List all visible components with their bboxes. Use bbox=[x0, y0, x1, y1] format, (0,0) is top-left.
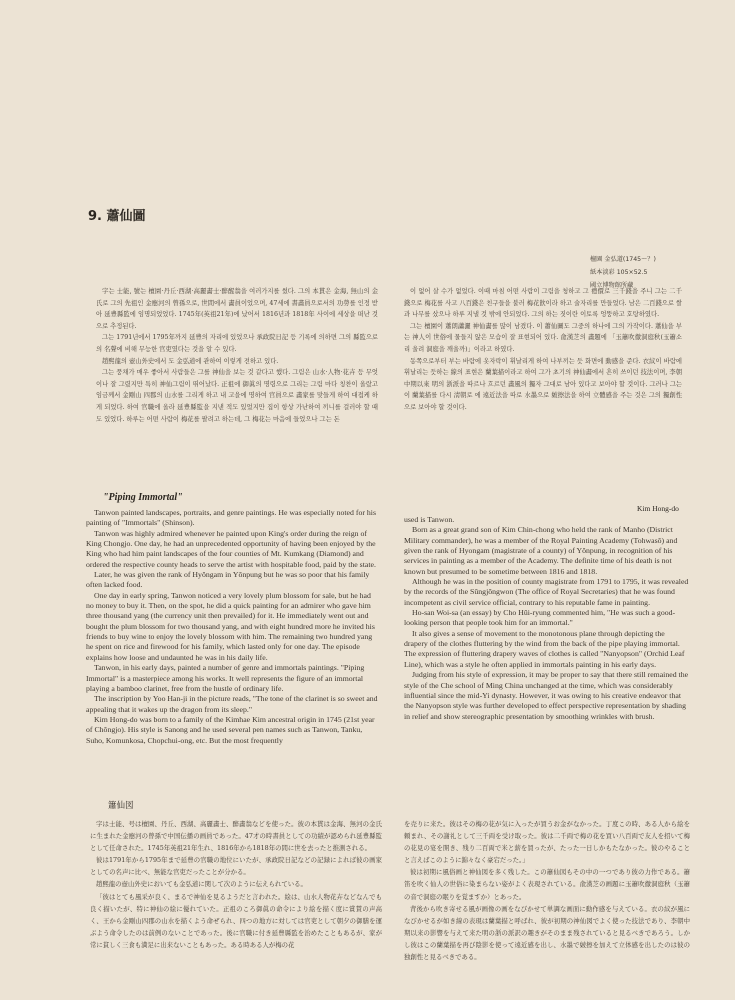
paragraph: Later, he was given the rank of Hyŏngam in Yŏnpung but he was so poor that his family often lacked food. bbox=[86, 570, 370, 590]
english-artist-name: Kim Hong-do bbox=[637, 504, 679, 513]
paragraph: Although he was in the position of county magistrate from 1791 to 1795, it was revealed by the records of the Sŭngjŏngwon (The office of Royal Secretaries) that he was found incompetent as civil service official, contrary to his reputable fame in painting. bbox=[404, 577, 689, 607]
paragraph: 趙熙龍の壺山外史においても金弘道に関して次のように伝えられている。 bbox=[96, 880, 307, 889]
paragraph: 字는 士能, 號는 檀園·丹丘·西湖·高麗畵士·醉醒翁을 여러가지를 썼다. 그의 本貫은 金海, 無山의 金氏로 그의 先祖인 金應河의 曾孫으로, 世間에서 畵員이었으며, 47세에 書畵員으로서의 功勞를 인정 받아 延豊縣監에 임명되었었다. 1745年(英祖21年)에 났어서 1816년과 1818年 사이에 세상을 떠난 것으로 추정된다. bbox=[96, 288, 378, 330]
english-text-left bbox=[86, 508, 378, 794]
paragraph: 背後から吹き寄せる風が画像の画をなびかせて単調な画面に動作感を与えている。衣の紋が風になびかせるが如き線の表現は蘭葉描と呼ばれ、彼が初期の神仙図でよく使った技法であり、李朝中期以来の影響を与えて来た明の浙の派訳の趣きがそのまま残されていると見るべきであろう。しかし彼はこの蘭葉描を再び陰影を使って遠近感を出し、水墨で皴擦を加えて立体感を出したのは彼の独創性と見るべきである。 bbox=[404, 904, 690, 962]
korean-text-right bbox=[404, 286, 682, 476]
paragraph: 趙熙龍의 壺山外史에서 도 金弘道에 관하여 이렇게 전하고 있다. bbox=[102, 357, 279, 365]
japanese-text-right bbox=[404, 818, 690, 968]
paragraph: It also gives a sense of movement to the monotonous plane through depicting the drapery of the clothes fluttering by the wind from the back of the pipe playing immortal. The expression of fluttering drapery waves of clothes is called "Nanyopson" (Orchid Leaf Line), which was a style he often applied in immortals painting in his early days. bbox=[404, 628, 685, 669]
paragraph: The inscription by Yoo Han-ji in the picture reads, "The tone of the clarinet is so sweet and appealing that it wakes up the dragon from its sleep." bbox=[86, 694, 378, 714]
meta-medium: 紙本淡彩 105×52.5 bbox=[590, 268, 648, 276]
paragraph: 이 없어 살 수가 없었다. 이때 마침 어떤 사람이 그림을 청하고 그 禮價로 三千錢을 주니 그는 二千錢으로 梅花를 사고 八百錢은 친구들을 불러 梅花飮이라 하고 술자리를 만들었다. 남은 二百錢으로 쌀과 나무를 샀으나 하루 지낼 것 밖에 안되었다. 그의 하는 짓이란 이토록 엉뚱하고 호탕하였다. bbox=[404, 288, 682, 319]
meta-collection: 國立博物館所藏 bbox=[590, 281, 634, 289]
paragraph: 「彼はとても風采が良く、まるで神仙を見るようだと言われた。絵は、山水人物花卉などなんでも良く描いたが、特に神仙の絵に優れていた。正祖のころ御眞の命令により絵を描く度に賞賛の声高く、王から金剛山四郡の山水を描くよう命ぜられ、四つの地方に対しては官吏として朝夕の御膳を運ぶよう命令したのは前例のないことであった。後に官職に付き延豊縣監を治めたこともあるが、家が常に貧しく三食も満足に出来ないこともあった。ある時ある人が梅の花 bbox=[90, 892, 382, 949]
paragraph: 그는 1791년에서 1795年까지 延豊의 자리에 있었으나 承政院日記 등 기록에 의하면 그의 縣監으로의 名聲에 비해 무능한 官吏였다는 것을 알 수 있다. bbox=[96, 334, 378, 353]
paragraph: 字は士能、号は檀園、丹丘、西湖、高麗畵士、醉畵翁などを使った。彼の本貫は金海、無河の金氏に生まれた金應河の曾孫で中国伝播の画員であった。47才の時書員としての功績が認められ延豊縣監として任命された。1745年英祖21年生れ、1816年から1818年の間に世を去ったと推測される。 bbox=[90, 820, 382, 853]
paragraph: 그는 檀園이 蕭朗瀟灑 神仙畵를 많이 남겼다. 이 蕭仙圖도 그중의 하나에 그의 가작이다. 蕭仙을 부는 神人이 世俗에 물들지 않은 모습이 잘 표현되어 있다. 兪漢芝의 畵題에 「玉簫吹徹洞庭秋(玉簫소리 울려 洞庭을 깨울까)」이라고 하였다. bbox=[404, 322, 682, 353]
paragraph: Kim Hong-do was born to a family of the Kimhae Kim ancestral origin in 1745 (21st year of Chŏngjo). His style is Sanong and he used several pen names such as Tanwon, Tanku, Suho, Komunkosa, Chopchui-ong, etc. But the most frequently bbox=[86, 714, 375, 745]
korean-text-left bbox=[96, 286, 378, 476]
paragraph: 동쪽으로부터 부는 바람에 옷자락이 휘날리게 하여 나부끼는 듯 화면에 動感을 준다. 衣紋이 바람에 휘날리는 듯하는 線의 표현은 蘭葉描이라고 하여 그가 초기의 神仙畵에서 흔히 쓰이던 技法이며, 李朝中期以來 明의 浙派을 따르나 흐르던 畵風의 獨자 그대로 남아 있다고 보아야 할 것이다. 그러나 그는 이 蘭葉描를 다시 淸朝로 에 遠近法을 따로 水墨으로 皴擦法을 하여 立體感을 주는 것은 그의 獨創性으로 보아야 할 것이다. bbox=[404, 357, 682, 411]
paragraph: used is Tanwon. bbox=[404, 515, 455, 524]
paragraph: Tanwon painted landscapes, portraits, and genre paintings. He was especially noted for his painting of "Immortals" (Shinson). bbox=[86, 508, 377, 528]
japanese-title: 簫仙図 bbox=[108, 801, 134, 811]
paragraph: Tanwon was highly admired whenever he painted upon King's order during the reign of King Chongjo. One day, he had an unprecedented opportunity of having been enjoyed by the King who had him paint landscapes of the four counties of Mt. Kumkang (Diamond) and ordered the respective county heads to serve the artist with hospitable food, paid by the state. bbox=[86, 528, 376, 569]
paragraph: 彼は1791年から1795年まで延豊の官職の地位にいたが、承政院日記などの記録によれば彼の画家としての名声に比べ、無能な官吏だったことが分かる。 bbox=[90, 856, 382, 877]
paragraph: One day in early spring, Tanwon noticed a very lovely plum blossom for sale, but he had no money to buy it. Then, on the spot, he did a quick painting for an admirer who gave him three thousand yang (the currency unit then prevailed) for it. He immediately went out and bought the plum blossom for two thousand yang, and with eight hundred more he invited his friends to buy wine to enjoy the lovely blossom with him. The remaining two hundred yang he spent on rice and firewood for his family, which lasted only for one day. The episode explains how loose and undaunted he was in his daily life. bbox=[86, 590, 375, 662]
english-text-right bbox=[404, 515, 690, 813]
paragraph: Tanwon, in his early days, painted a number of genre and immortals paintings. "Piping Immortal" is a masterpiece among his works. It well represents the figure of an immortal playing a bamboo clarinet, free from the hustle of ordinary life. bbox=[86, 663, 365, 693]
paragraph: を売りに来た。彼はその梅の花が気に入ったが買うお金がなかった。丁度この時、ある人から絵を頼まれ、その謝礼として三千両を受け取った。彼は二千両で梅の花を買い八百両で友人を招いて梅の花見の宴を開き、残り二百両で米と薪を買ったが、たった一日しかもたなかった。彼のやることと言えばこのように錦々なく豪宕だった。」 bbox=[404, 820, 690, 865]
english-title: "Piping Immortal" bbox=[103, 492, 183, 503]
japanese-text-left bbox=[90, 818, 382, 980]
meta-artist: 檀園 金弘道(1745～？) bbox=[590, 256, 656, 263]
paragraph: Judging from his style of expression, it may be proper to say that there still remained the style of the Che school of Ming China unchanged at the time, which was considerably influential since the mid-Yi dynasty. However, it was owing to his creative endeavor that the Nanyopson style was further developed to effect perspective representation by shading in relief and show stereographic presentation by smoothing wrinkles with brush. bbox=[404, 670, 689, 721]
paragraph: 그는 풍채가 매우 좋아서 사람들은 그를 神仙을 보는 것 같다고 했다. 그림은 山水·人物·花卉 등 무엇이나 잘 그렸지만 특히 神仙그림이 뛰어났다. 正祖에 御眞의 명령으로 그리는 그림 마다 칭찬이 올랐고 임금께서 金剛山 四郡의 山水를 그리게 하고 내 고을에 명하여 官員으로 畵家를 맞들게 하여 대접케 하게 되었다. 하여 官職에 올라 延豊縣監을 지낸 적도 있었지만 집이 항상 가난하여 끼니를 걸러야 할 때도 있었다. 하루는 어떤 사람이 梅花를 팔려고 하는데, 그 梅花는 마음에 들었으나 그는 돈 bbox=[96, 369, 378, 423]
paragraph: Ho-san Woi-sa (an essay) by Cho Hŭi-ryung commented him, "He was such a good-looking person that people took him for an immortal." bbox=[404, 608, 676, 628]
paragraph: Born as a great grand son of Kim Chin-chong who held the rank of Manho (District Military commander), he was a member of the Royal Painting Academy (Tohwasŏ) and given the rank of Hyongam (magistrate of a county) of Yŏnpung, in recognition of his services in painting as a member of the Academy. The definite time of his death is not known but presumed to be sometime between 1816 and 1818. bbox=[404, 525, 678, 576]
page-title: 9. 蕭仙圖 bbox=[88, 209, 146, 224]
paragraph: 彼は初期に風俗画と神仙図を多く残した。この簫仙図もその中の一つであり彼の力作である。簫笛を吹く仙人の世俗に染まらない姿がよく表現されている。兪漢芝の画題に玉簫吹徹洞庭秋（玉簫の音で洞庭の眠りを覚ますか）とあった。 bbox=[404, 868, 690, 901]
